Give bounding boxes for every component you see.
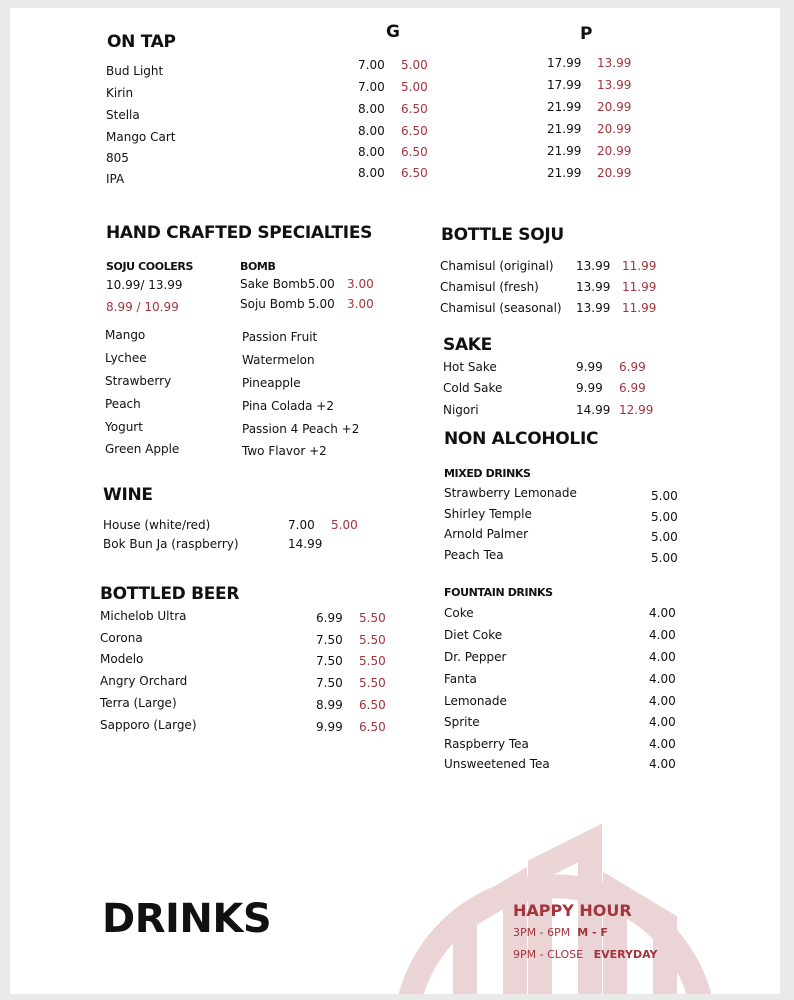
sake-item-happy-hour-price: 6.99 [619,360,646,374]
bottled-beer-heading: BOTTLED BEER [100,584,240,604]
flavor-item: Passion 4 Peach +2 [242,422,360,436]
on-tap-item-name: Kirin [106,86,134,100]
pitcher-column-header: P [580,24,593,44]
on-tap-item-name: 805 [106,151,129,165]
flavor-item: Mango [105,328,146,342]
on-tap-pitcher-happy-hour-price: 13.99 [597,78,632,92]
fountain-drink-price: 4.00 [649,606,676,620]
mixed-drink-name: Shirley Temple [444,507,532,521]
sake-item-price: 9.99 [576,381,603,395]
mixed-drink-price: 5.00 [651,510,678,524]
beer-item-name: Terra (Large) [100,696,177,710]
on-tap-glass-price: 8.00 [358,166,385,180]
fountain-drink-price: 4.00 [649,737,676,751]
on-tap-pitcher-happy-hour-price: 20.99 [597,122,632,136]
fountain-drinks-label: FOUNTAIN DRINKS [444,586,553,599]
happy-hour-days-2: EVERYDAY [593,948,658,961]
on-tap-glass-happy-hour-price: 6.50 [401,166,428,180]
soju-item-price: 13.99 [576,259,611,273]
soju-coolers-happy-hour-price: 8.99 / 10.99 [106,300,179,314]
beer-item-price: 6.99 [316,611,343,625]
bomb-item-happy-hour-price: 3.00 [347,297,374,311]
on-tap-pitcher-price: 17.99 [547,56,582,70]
sake-heading: SAKE [443,335,492,355]
bomb-item-price: 5.00 [308,277,335,291]
mixed-drink-price: 5.00 [651,489,678,503]
drinks-title: DRINKS [102,896,272,942]
on-tap-glass-price: 7.00 [358,58,385,72]
beer-item-name: Michelob Ultra [100,609,187,623]
fountain-drink-name: Sprite [444,715,480,729]
mixed-drink-price: 5.00 [651,530,678,544]
soju-item-price: 13.99 [576,280,611,294]
on-tap-item-name: IPA [106,172,125,186]
flavor-item: Two Flavor +2 [242,444,327,458]
happy-hour-time-2: 9PM - CLOSE [513,948,584,961]
on-tap-pitcher-price: 21.99 [547,122,582,136]
flavor-item: Yogurt [105,420,143,434]
beer-item-name: Modelo [100,652,144,666]
fountain-drink-name: Diet Coke [444,628,503,642]
fountain-drink-price: 4.00 [649,628,676,642]
on-tap-glass-price: 7.00 [358,80,385,94]
bomb-item-price: 5.00 [308,297,335,311]
flavor-item: Pineapple [242,376,301,390]
sake-item-name: Cold Sake [443,381,503,395]
specialties-heading: HAND CRAFTED SPECIALTIES [106,223,373,243]
beer-item-happy-hour-price: 5.50 [359,633,386,647]
flavor-item: Watermelon [242,353,315,367]
soju-item-happy-hour-price: 11.99 [622,280,657,294]
wine-item-price: 7.00 [288,518,315,532]
on-tap-pitcher-happy-hour-price: 20.99 [597,166,632,180]
bomb-item-name: Sake Bomb [240,277,308,291]
sake-item-price: 9.99 [576,360,603,374]
bomb-label: BOMB [240,260,276,273]
on-tap-pitcher-price: 21.99 [547,166,582,180]
happy-hour-time-1: 3PM - 6PM [513,926,571,939]
beer-item-name: Corona [100,631,143,645]
fountain-drink-price: 4.00 [649,715,676,729]
mixed-drinks-label: MIXED DRINKS [444,467,531,480]
fountain-drink-price: 4.00 [649,672,676,686]
beer-item-happy-hour-price: 5.50 [359,611,386,625]
beer-item-name: Sapporo (Large) [100,718,197,732]
menu-page [10,8,780,994]
soju-item-name: Chamisul (seasonal) [440,301,562,315]
non-alcoholic-heading: NON ALCOHOLIC [444,429,599,449]
fountain-drink-price: 4.00 [649,757,676,771]
on-tap-pitcher-happy-hour-price: 20.99 [597,100,632,114]
on-tap-pitcher-price: 17.99 [547,78,582,92]
on-tap-glass-price: 8.00 [358,124,385,138]
happy-hour-days-1: M - F [577,926,608,939]
fountain-drink-price: 4.00 [649,694,676,708]
mixed-drink-name: Strawberry Lemonade [444,486,577,500]
on-tap-pitcher-happy-hour-price: 13.99 [597,56,632,70]
sake-item-name: Nigori [443,403,479,417]
beer-item-price: 9.99 [316,720,343,734]
soju-item-price: 13.99 [576,301,611,315]
fountain-drink-name: Dr. Pepper [444,650,507,664]
flavor-item: Strawberry [105,374,172,388]
flavor-item: Pina Colada +2 [242,399,334,413]
glass-column-header: G [386,22,400,42]
soju-item-name: Chamisul (original) [440,259,554,273]
wine-item-name: Bok Bun Ja (raspberry) [103,537,239,551]
beer-item-price: 7.50 [316,633,343,647]
bottle-soju-heading: BOTTLE SOJU [441,225,564,245]
bomb-item-happy-hour-price: 3.00 [347,277,374,291]
fountain-drink-name: Unsweetened Tea [444,757,550,771]
beer-item-happy-hour-price: 6.50 [359,720,386,734]
beer-item-price: 8.99 [316,698,343,712]
soju-item-happy-hour-price: 11.99 [622,301,657,315]
flavor-item: Passion Fruit [242,330,318,344]
soju-coolers-price: 10.99/ 13.99 [106,278,183,292]
beer-item-price: 7.50 [316,654,343,668]
bomb-item-name: Soju Bomb [240,297,305,311]
flavor-item: Lychee [105,351,147,365]
on-tap-glass-happy-hour-price: 6.50 [401,124,428,138]
on-tap-glass-price: 8.00 [358,102,385,116]
wine-item-happy-hour-price: 5.00 [331,518,358,532]
sake-item-happy-hour-price: 12.99 [619,403,654,417]
sake-item-happy-hour-price: 6.99 [619,381,646,395]
mixed-drink-name: Peach Tea [444,548,504,562]
fountain-drink-name: Raspberry Tea [444,737,529,751]
on-tap-glass-price: 8.00 [358,145,385,159]
soju-item-happy-hour-price: 11.99 [622,259,657,273]
beer-item-happy-hour-price: 6.50 [359,698,386,712]
on-tap-pitcher-price: 21.99 [547,100,582,114]
flavor-item: Green Apple [105,442,180,456]
beer-item-happy-hour-price: 5.50 [359,676,386,690]
mixed-drink-name: Arnold Palmer [444,527,529,541]
beer-item-price: 7.50 [316,676,343,690]
happy-hour-title: HAPPY HOUR [513,901,632,920]
on-tap-glass-happy-hour-price: 5.00 [401,80,428,94]
on-tap-glass-happy-hour-price: 6.50 [401,102,428,116]
fountain-drink-name: Coke [444,606,474,620]
on-tap-glass-happy-hour-price: 6.50 [401,145,428,159]
on-tap-heading: ON TAP [107,32,176,52]
soju-item-name: Chamisul (fresh) [440,280,539,294]
fountain-drink-name: Fanta [444,672,477,686]
wine-item-name: House (white/red) [103,518,211,532]
restaurant-logo-emblem [390,798,720,994]
fountain-drink-price: 4.00 [649,650,676,664]
sake-item-name: Hot Sake [443,360,497,374]
beer-item-happy-hour-price: 5.50 [359,654,386,668]
on-tap-pitcher-price: 21.99 [547,144,582,158]
happy-hour-line-1 [513,926,608,939]
on-tap-item-name: Bud Light [106,64,164,78]
happy-hour-line-2 [513,948,658,961]
on-tap-glass-happy-hour-price: 5.00 [401,58,428,72]
wine-item-price: 14.99 [288,537,323,551]
mixed-drink-price: 5.00 [651,551,678,565]
sake-item-price: 14.99 [576,403,611,417]
beer-item-name: Angry Orchard [100,674,188,688]
on-tap-pitcher-happy-hour-price: 20.99 [597,144,632,158]
flavor-item: Peach [105,397,141,411]
soju-coolers-label: SOJU COOLERS [106,260,194,273]
wine-heading: WINE [103,485,153,505]
on-tap-item-name: Stella [106,108,140,122]
on-tap-item-name: Mango Cart [106,130,176,144]
fountain-drink-name: Lemonade [444,694,507,708]
